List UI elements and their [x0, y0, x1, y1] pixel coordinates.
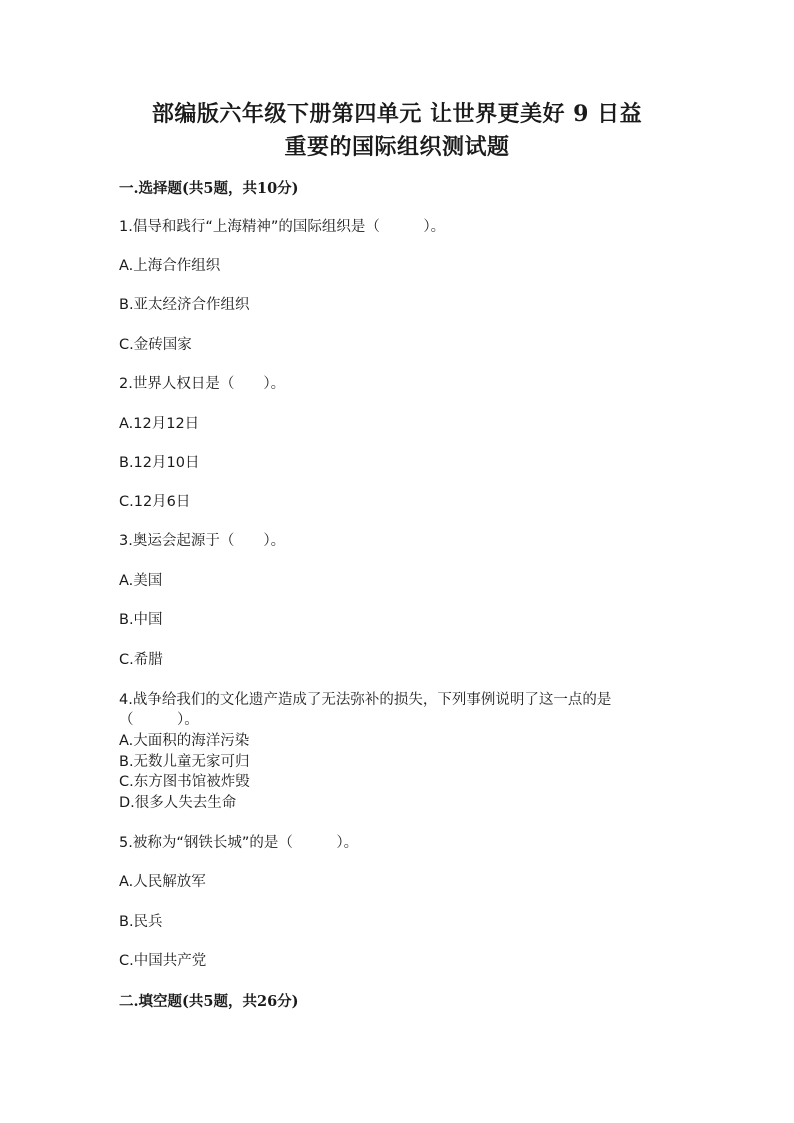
question-4-stem: 4.战争给我们的文化遗产造成了无法弥补的损失，下列事例说明了这一点的是	[119, 692, 612, 708]
question-1-option-b: B.亚太经济合作组织	[119, 297, 250, 313]
question-4-option-a: A.大面积的海洋污染	[119, 733, 250, 749]
question-4-option-d: D.很多人失去生命	[119, 795, 237, 811]
question-1-option-c: C.金砖国家	[119, 337, 192, 353]
question-4-stem-continued: （ ）。	[119, 712, 199, 728]
section-heading-choice: 一.选择题(共5题，共10分)	[119, 180, 299, 197]
question-3-option-a: A.美国	[119, 573, 163, 589]
question-5-option-b: B.民兵	[119, 914, 163, 930]
section-heading-fill-in: 二.填空题(共5题，共26分)	[119, 993, 299, 1010]
question-5-stem: 5.被称为“钢铁长城”的是（ ）。	[119, 835, 359, 851]
question-1-stem: 1.倡导和践行“上海精神”的国际组织是（ ）。	[119, 219, 446, 235]
question-2-option-a: A.12月12日	[119, 416, 200, 432]
question-3-option-b: B.中国	[119, 612, 163, 628]
page-title-line-1: 部编版六年级下册第四单元 让世界更美好 9 日益	[151, 101, 643, 127]
question-2-option-c: C.12月6日	[119, 494, 191, 510]
question-2-option-b: B.12月10日	[119, 455, 200, 471]
question-5-option-c: C.中国共产党	[119, 953, 207, 969]
page-title-line-2: 重要的国际组织测试题	[284, 134, 510, 160]
question-5-option-a: A.人民解放军	[119, 874, 206, 890]
question-2-stem: 2.世界人权日是（ ）。	[119, 376, 286, 392]
question-1-option-a: A.上海合作组织	[119, 258, 221, 274]
question-4-option-b: B.无数儿童无家可归	[119, 754, 250, 770]
question-3-stem: 3.奥运会起源于（ ）。	[119, 533, 286, 549]
question-3-option-c: C.希腊	[119, 652, 163, 668]
question-4-option-c: C.东方图书馆被炸毁	[119, 774, 250, 790]
